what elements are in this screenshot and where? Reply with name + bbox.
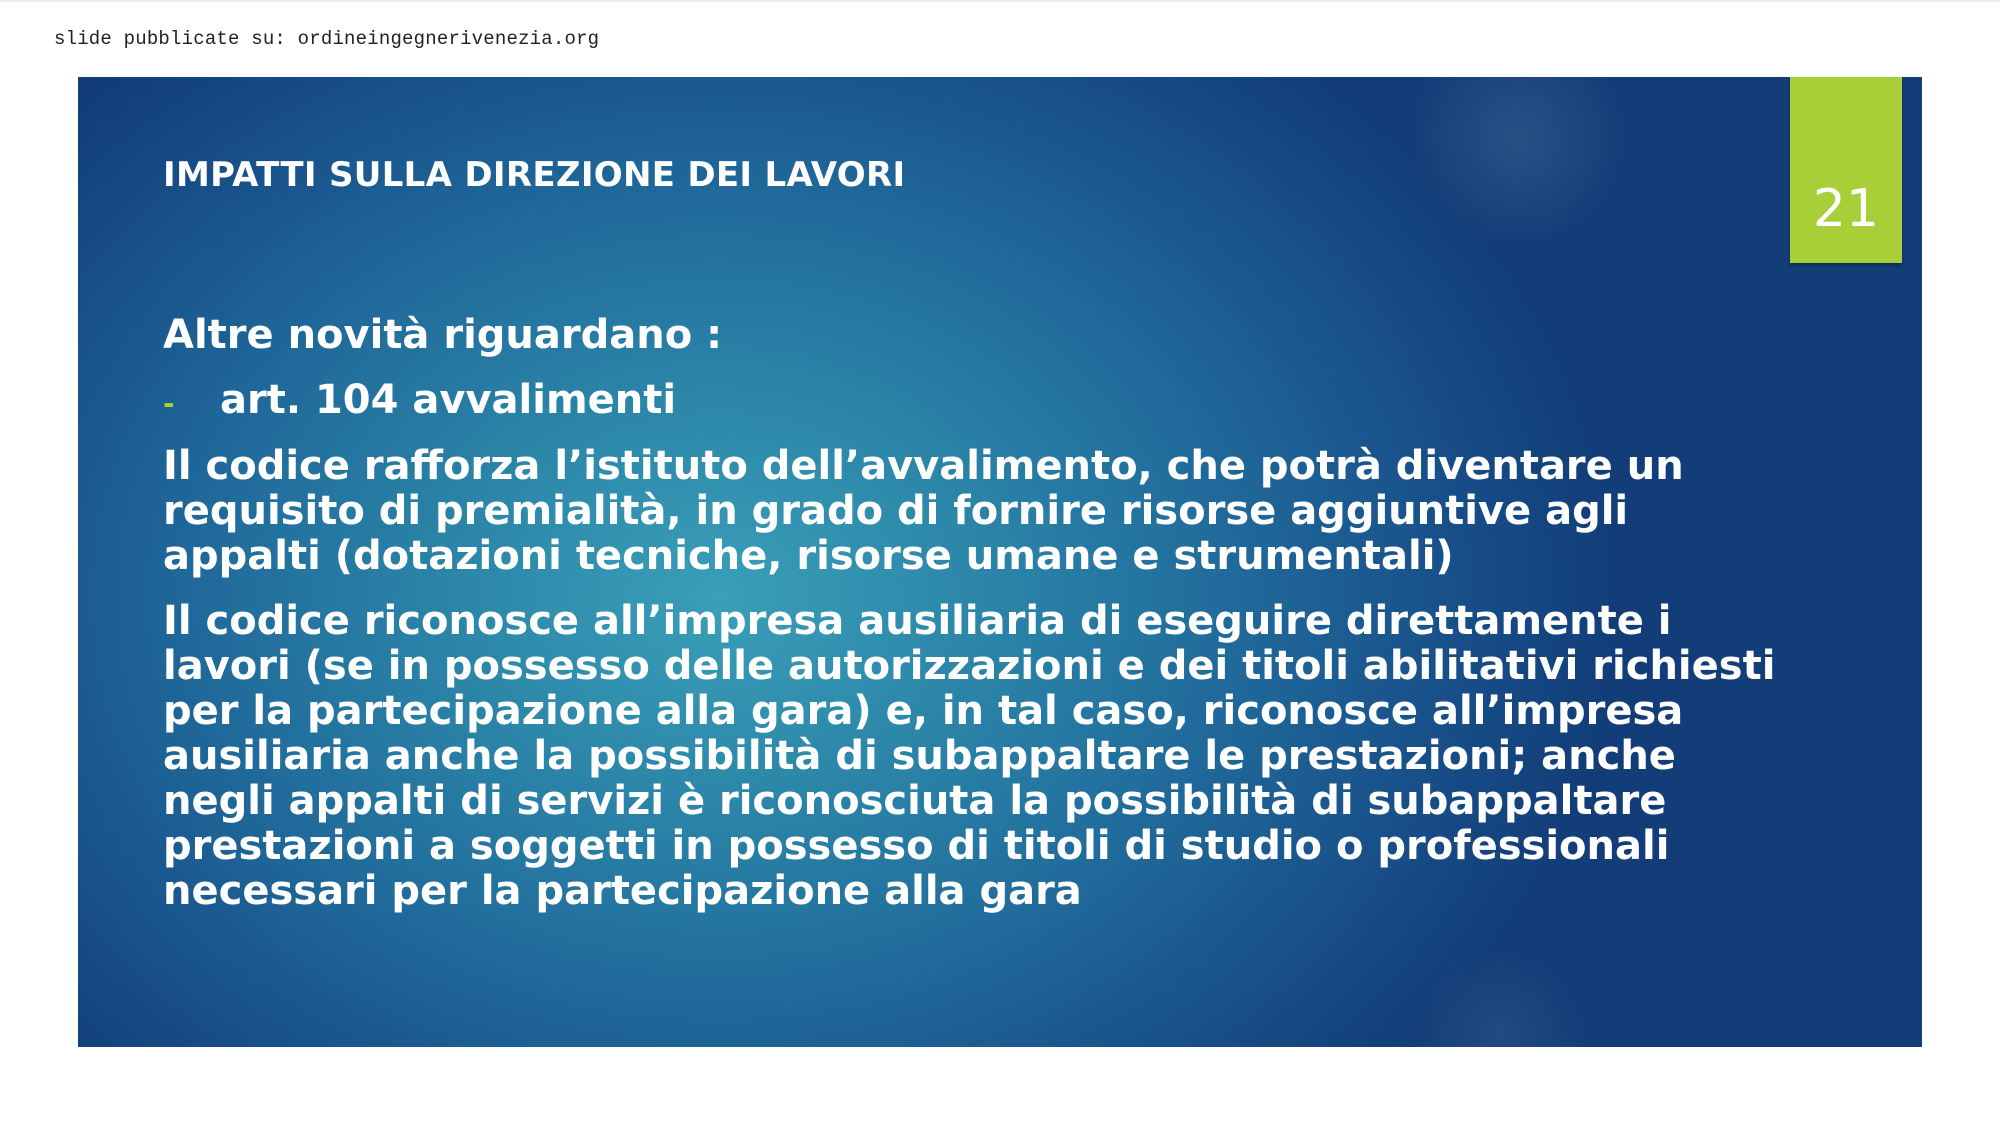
slide-number: 21: [1812, 179, 1880, 239]
slide-content: [163, 313, 1783, 934]
bullet-text: art. 104 avvalimenti: [220, 377, 677, 423]
dash-bullet-icon: -: [163, 387, 175, 420]
paragraph-avvalimento: Il codice rafforza l’istituto dell’avvalimento, che potrà diventare un requisito di premialità, in grado di fornire risorse aggiuntive agli appalti (dotazioni tecniche, risorse umane e strumentali): [163, 443, 1684, 579]
top-divider: [0, 0, 2000, 2]
source-note: slide pubblicate su: ordineingegnerivenezia.org: [54, 28, 600, 50]
slide-title: IMPATTI SULLA DIREZIONE DEI LAVORI: [163, 155, 906, 195]
bullet-item: [163, 378, 1783, 426]
intro-text: Altre novità riguardano :: [163, 312, 723, 358]
slide: [78, 77, 1922, 1047]
paragraph-impresa-ausiliaria: Il codice riconosce all’impresa ausiliaria di eseguire direttamente i lavori (se in possesso delle autorizzazioni e dei titoli abilitativi richiesti per la partecipazione alla gara) e, in tal caso, riconosce all’impresa ausiliaria anche la possibilità di subappaltare le prestazioni; anche negli appalti di servizi è riconosciuta la possibilità di subappaltare prestazioni a soggetti in possesso di titoli di studio o professionali necessari per la partecipazione alla gara: [163, 598, 1776, 914]
slide-number-badge: [1790, 77, 1902, 263]
